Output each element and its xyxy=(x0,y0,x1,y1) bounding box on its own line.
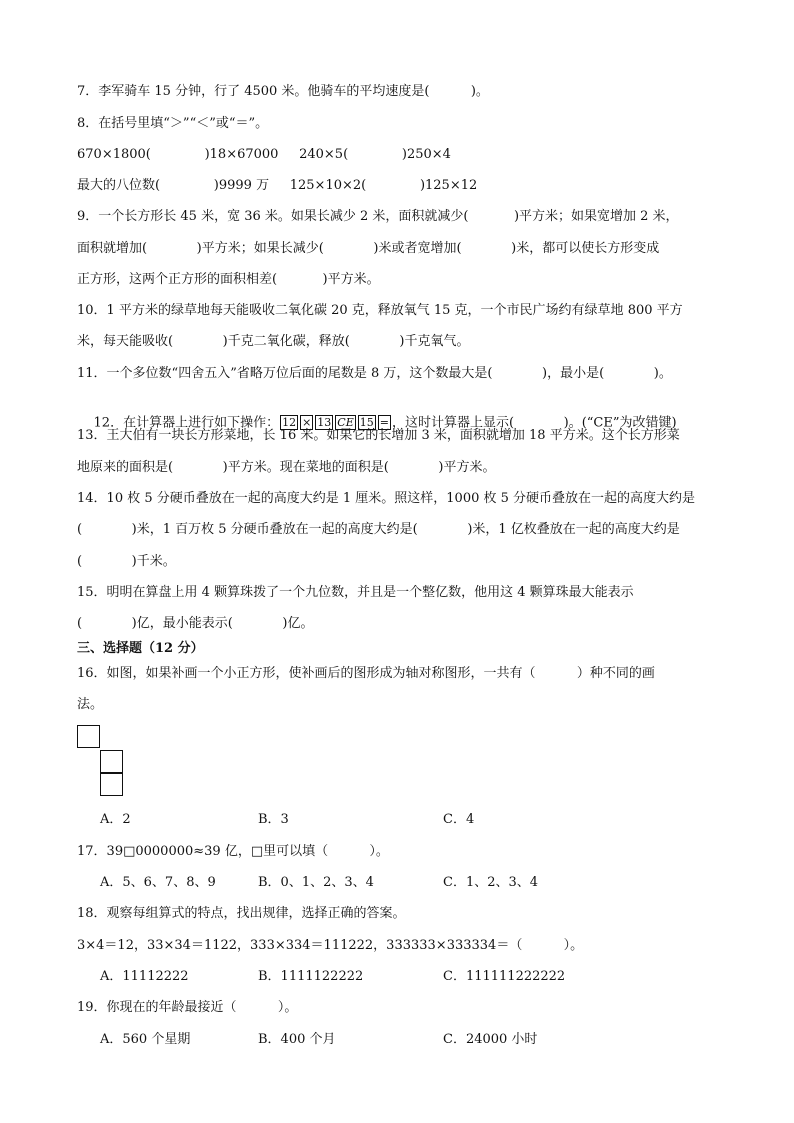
question-12-prefix: 12．在计算器上进行如下操作： xyxy=(93,415,280,431)
question-18-formula: 3×4＝12，33×34＝1122，333×334＝111222，333333×333334＝（ ）。 xyxy=(77,938,584,953)
question-9-line-1: 9．一个长方形长 45 米，宽 36 米。如果长减少 2 米，面积就减少( )平方米；如果宽增加 2 米， xyxy=(77,209,679,224)
question-16-line-2: 法。 xyxy=(77,697,104,712)
calc-key-ce: CE xyxy=(337,416,354,429)
square-figure xyxy=(77,725,127,800)
option-q19-c: C．24000 小时 xyxy=(443,1032,538,1047)
section-3-heading: 三、选择题（12 分） xyxy=(77,641,204,656)
calc-key: 12 xyxy=(282,416,297,429)
question-11: 11．一个多位数“四舍五入”省略万位后面的尾数是 8 万，这个数最大是( )，最小是( )。 xyxy=(77,366,672,381)
question-18: 18．观察每组算式的特点，找出规律，选择正确的答案。 xyxy=(77,906,406,921)
question-15-line-1: 15．明明在算盘上用 4 颗算珠拨了一个九位数，并且是一个整亿数，他用这 4 颗算珠最大能表示 xyxy=(77,585,634,600)
question-10-line-1: 10．1 平方米的绿草地每天能吸收二氧化碳 20 克，释放氧气 15 克，一个市民广场约有绿草地 800 平方 xyxy=(77,303,683,318)
calc-key: 13 xyxy=(317,416,332,429)
option-q19-a: A．560 个星期 xyxy=(100,1032,191,1047)
option-q19-b: B．400 个月 xyxy=(258,1032,336,1047)
question-8-row-1: 670×1800( )18×67000 240×5( )250×4 xyxy=(77,147,451,162)
question-13-line-2: 地原来的面积是( )平方米。现在菜地的面积是( )平方米。 xyxy=(77,460,496,475)
question-10-line-2: 米，每天能吸收( )千克二氧化碳，释放( )千克氧气。 xyxy=(77,334,470,349)
question-8: 8．在括号里填“＞”“＜”或“＝”。 xyxy=(77,116,269,131)
option-q16-b: B．3 xyxy=(258,812,289,827)
question-14-line-2: ( )米，1 百万枚 5 分硬币叠放在一起的高度大约是( )米，1 亿枚叠放在一起的高度大约是 xyxy=(77,522,680,537)
option-q18-b: B．1111122222 xyxy=(258,969,364,984)
question-7: 7．李军骑车 15 分钟，行了 4500 米。他骑车的平均速度是( )。 xyxy=(77,84,489,99)
question-13-line-1: 13．王大伯有一块长方形菜地，长 16 米。如果它的长增加 3 米，面积就增加 18 平方米。这个长方形菜 xyxy=(77,428,680,443)
option-q17-c: C．1、2、3、4 xyxy=(443,875,539,890)
question-16-line-1: 16．如图，如果补画一个小正方形，使补画后的图形成为轴对称图形，一共有（ ）种不同的画 xyxy=(77,666,655,681)
option-q16-a: A．2 xyxy=(100,812,131,827)
calc-key: = xyxy=(379,416,389,429)
question-9-line-3: 正方形，这两个正方形的面积相差( )平方米。 xyxy=(77,272,380,287)
question-15-line-2: ( )亿，最小能表示( )亿。 xyxy=(77,616,314,631)
option-q16-c: C．4 xyxy=(443,812,475,827)
option-q17-a: A．5、6、7、8、9 xyxy=(100,875,216,890)
option-q17-b: B．0、1、2、3、4 xyxy=(258,875,374,890)
option-q18-c: C．111111222222 xyxy=(443,969,566,984)
question-19: 19．你现在的年龄最接近（ ）。 xyxy=(77,1000,298,1015)
figure-square xyxy=(100,773,123,796)
question-8-row-2: 最大的八位数( )9999 万 125×10×2( )125×12 xyxy=(77,178,478,193)
figure-square xyxy=(77,725,100,748)
question-14-line-3: ( )千米。 xyxy=(77,554,176,569)
question-17: 17．39□0000000≈39 亿，□里可以填（ ）。 xyxy=(77,844,389,859)
option-q18-a: A．11112222 xyxy=(100,969,189,984)
question-12-suffix: ，这时计算器上显示( )。(“CE”为改错键) xyxy=(391,415,677,431)
question-14-line-1: 14．10 枚 5 分硬币叠放在一起的高度大约是 1 厘米。照这样，1000 枚 5 分硬币叠放在一起的高度大约是 xyxy=(77,491,696,506)
figure-square xyxy=(100,750,123,773)
question-9-line-2: 面积就增加( )平方米；如果长减少( )米或者宽增加( )米，都可以使长方形变成 xyxy=(77,241,660,256)
calc-key: × xyxy=(302,416,312,429)
calc-key: 15 xyxy=(359,416,374,429)
